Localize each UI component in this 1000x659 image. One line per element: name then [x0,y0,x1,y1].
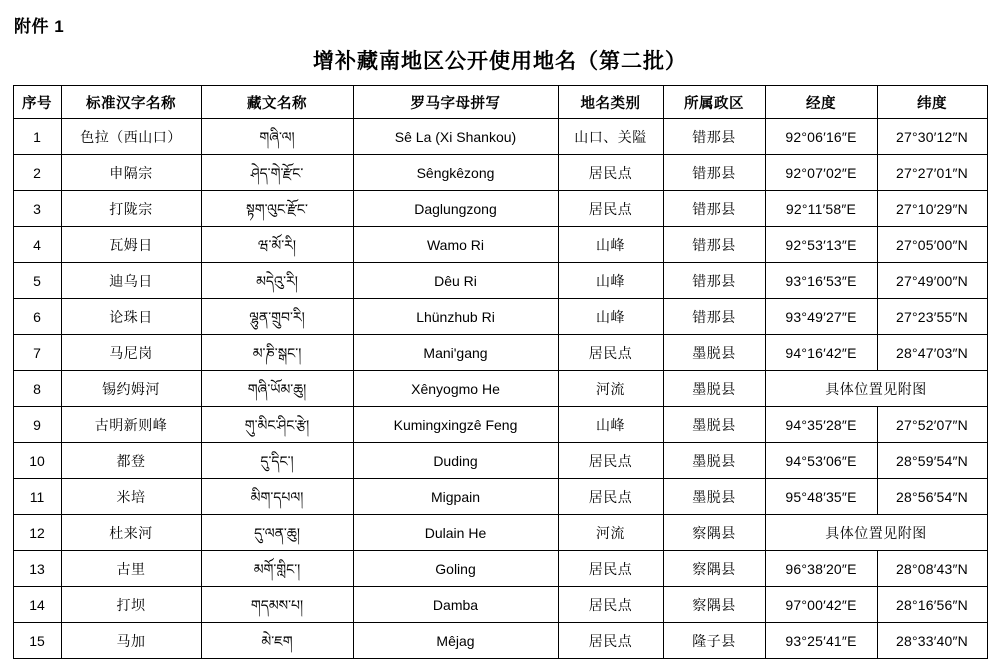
cell-admin: 错那县 [663,263,765,299]
cell-roman: Goling [353,551,558,587]
cell-category: 河流 [558,515,663,551]
cell-category: 居民点 [558,551,663,587]
cell-admin: 察隅县 [663,551,765,587]
cell-index: 14 [13,587,61,623]
cell-roman: Duding [353,443,558,479]
cell-roman: Daglungzong [353,191,558,227]
cell-hanzi: 瓦姆日 [61,227,201,263]
cell-hanzi: 米培 [61,479,201,515]
cell-category: 山峰 [558,299,663,335]
cell-hanzi: 打坝 [61,587,201,623]
cell-roman: Xênyogmo He [353,371,558,407]
cell-admin: 墨脱县 [663,371,765,407]
cell-index: 11 [13,479,61,515]
page-title: 增补藏南地区公开使用地名（第二批） [313,50,687,73]
cell-index: 13 [13,551,61,587]
table-row [13,299,987,335]
cell-location-note: 具体位置见附图 [765,515,987,551]
cell-admin: 墨脱县 [663,407,765,443]
cell-index: 1 [13,119,61,155]
table-row [13,479,987,515]
table-row [13,443,987,479]
cell-tibetan: ལྷུན་གྲུབ་རི། [201,299,353,335]
column-header-longitude: 经度 [765,86,877,119]
cell-admin: 错那县 [663,191,765,227]
cell-category: 山峰 [558,407,663,443]
cell-tibetan: ཤེད་གེ་རྫོང་ [201,155,353,191]
cell-index: 4 [13,227,61,263]
cell-longitude: 92°53′13″E [765,227,877,263]
cell-roman: Lhünzhub Ri [353,299,558,335]
cell-longitude: 92°07′02″E [765,155,877,191]
cell-hanzi: 马加 [61,623,201,659]
cell-tibetan: ཝ་མོ་རི། [201,227,353,263]
cell-longitude: 93°25′41″E [765,623,877,659]
table-row [13,263,987,299]
cell-admin: 隆子县 [663,623,765,659]
cell-roman: Migpain [353,479,558,515]
cell-longitude: 96°38′20″E [765,551,877,587]
cell-index: 2 [13,155,61,191]
cell-roman: Kumingxingzê Feng [353,407,558,443]
cell-longitude: 97°00′42″E [765,587,877,623]
cell-admin: 错那县 [663,119,765,155]
table-row [13,623,987,659]
cell-tibetan: གཞི་ལ། [201,119,353,155]
cell-category: 山峰 [558,263,663,299]
table-row [13,515,987,551]
cell-category: 居民点 [558,155,663,191]
column-header-roman: 罗马字母拼写 [353,86,558,119]
cell-roman: Damba [353,587,558,623]
cell-hanzi: 锡约姆河 [61,371,201,407]
column-header-index: 序号 [13,86,61,119]
cell-index: 15 [13,623,61,659]
cell-latitude: 27°27′01″N [877,155,987,191]
cell-category: 居民点 [558,335,663,371]
cell-longitude: 94°35′28″E [765,407,877,443]
column-header-category: 地名类别 [558,86,663,119]
cell-longitude: 92°06′16″E [765,119,877,155]
cell-category: 河流 [558,371,663,407]
table-row [13,119,987,155]
cell-latitude: 28°56′54″N [877,479,987,515]
cell-latitude: 28°08′43″N [877,551,987,587]
cell-admin: 墨脱县 [663,443,765,479]
cell-latitude: 28°16′56″N [877,587,987,623]
cell-category: 山峰 [558,227,663,263]
cell-longitude: 93°49′27″E [765,299,877,335]
cell-tibetan: མདེའུ་རི། [201,263,353,299]
cell-hanzi: 古里 [61,551,201,587]
cell-admin: 察隅县 [663,587,765,623]
table-row [13,227,987,263]
cell-roman: Sêngkêzong [353,155,558,191]
cell-latitude: 28°59′54″N [877,443,987,479]
table-row [13,587,987,623]
cell-latitude: 28°47′03″N [877,335,987,371]
cell-category: 居民点 [558,191,663,227]
cell-tibetan: དུ་དིང་། [201,443,353,479]
cell-admin: 墨脱县 [663,335,765,371]
cell-roman: Mêjag [353,623,558,659]
cell-category: 居民点 [558,623,663,659]
place-names-table [13,85,988,659]
table-row [13,407,987,443]
cell-index: 12 [13,515,61,551]
cell-tibetan: གདམས་པ། [201,587,353,623]
table-row [13,551,987,587]
cell-index: 7 [13,335,61,371]
cell-hanzi: 申隔宗 [61,155,201,191]
cell-longitude: 93°16′53″E [765,263,877,299]
cell-hanzi: 马尼岗 [61,335,201,371]
cell-roman: Mani'gang [353,335,558,371]
cell-hanzi: 杜来河 [61,515,201,551]
cell-latitude: 27°30′12″N [877,119,987,155]
cell-tibetan: མིག་དཔལ། [201,479,353,515]
table-row [13,335,987,371]
cell-tibetan: སྟག་ལུང་རྫོང་ [201,191,353,227]
cell-hanzi: 论珠日 [61,299,201,335]
cell-tibetan: མ་ཎི་སྒང་། [201,335,353,371]
cell-latitude: 27°10′29″N [877,191,987,227]
cell-roman: Dulain He [353,515,558,551]
cell-admin: 错那县 [663,227,765,263]
cell-location-note: 具体位置见附图 [765,371,987,407]
cell-latitude: 27°23′55″N [877,299,987,335]
cell-admin: 错那县 [663,299,765,335]
cell-tibetan: གུ་མིང་ཤིང་རྩེ། [201,407,353,443]
cell-hanzi: 迪乌日 [61,263,201,299]
cell-latitude: 27°49′00″N [877,263,987,299]
cell-admin: 错那县 [663,155,765,191]
cell-latitude: 28°33′40″N [877,623,987,659]
column-header-admin: 所属政区 [663,86,765,119]
table-body [13,119,987,659]
cell-longitude: 94°16′42″E [765,335,877,371]
cell-index: 5 [13,263,61,299]
cell-roman: Wamo Ri [353,227,558,263]
cell-hanzi: 古明新则峰 [61,407,201,443]
column-header-hanzi: 标准汉字名称 [61,86,201,119]
cell-latitude: 27°05′00″N [877,227,987,263]
cell-admin: 察隅县 [663,515,765,551]
table-header-row [13,86,987,119]
cell-hanzi: 打陇宗 [61,191,201,227]
cell-category: 居民点 [558,479,663,515]
column-header-tibetan: 藏文名称 [201,86,353,119]
cell-category: 居民点 [558,443,663,479]
cell-index: 10 [13,443,61,479]
cell-hanzi: 色拉（西山口） [61,119,201,155]
cell-tibetan: གཞི་ཡོམ་ཆུ། [201,371,353,407]
cell-index: 9 [13,407,61,443]
cell-tibetan: མེ་ཇག [201,623,353,659]
cell-hanzi: 都登 [61,443,201,479]
cell-tibetan: དུ་ལན་ཆུ། [201,515,353,551]
cell-index: 3 [13,191,61,227]
cell-longitude: 95°48′35″E [765,479,877,515]
cell-index: 6 [13,299,61,335]
attachment-label: 附件 1 [14,17,65,36]
cell-tibetan: མགོ་གླིང་། [201,551,353,587]
table-row [13,371,987,407]
cell-roman: Dêu Ri [353,263,558,299]
column-header-latitude: 纬度 [877,86,987,119]
cell-roman: Sê La (Xi Shankou) [353,119,558,155]
table-row [13,155,987,191]
cell-index: 8 [13,371,61,407]
cell-admin: 墨脱县 [663,479,765,515]
cell-category: 居民点 [558,587,663,623]
cell-longitude: 92°11′58″E [765,191,877,227]
cell-longitude: 94°53′06″E [765,443,877,479]
cell-category: 山口、关隘 [558,119,663,155]
table-row [13,191,987,227]
cell-latitude: 27°52′07″N [877,407,987,443]
